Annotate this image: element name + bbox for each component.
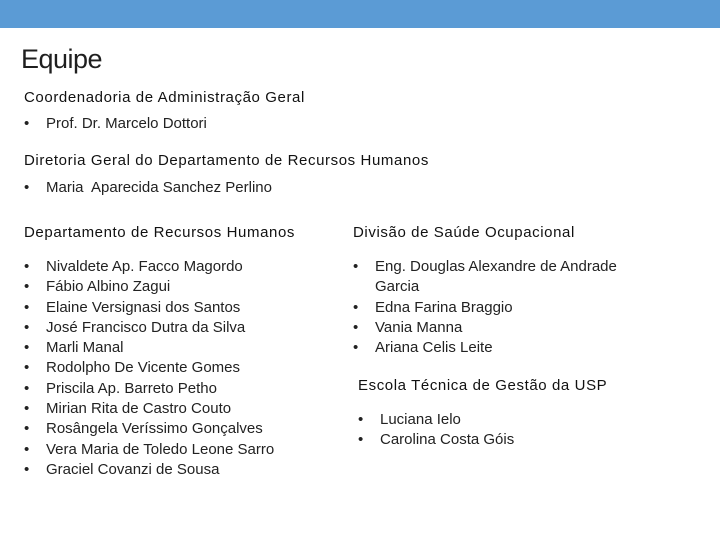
bullet-icon: •: [24, 298, 30, 316]
heading-escola-tecnica: Escola Técnica de Gestão da USP: [358, 377, 608, 394]
list-item: • Prof. Dr. Marcelo Dottori: [24, 114, 207, 134]
page-title: Equipe: [21, 44, 103, 74]
list-item: • Mirian Rita de Castro Couto: [24, 399, 274, 419]
bullet-icon: •: [358, 431, 364, 449]
list-diretoria: [24, 178, 272, 198]
bullet-icon: •: [24, 440, 30, 458]
bullet-icon: •: [353, 339, 359, 357]
bullet-icon: •: [24, 400, 30, 418]
list-item: • Maria Aparecida Sanchez Perlino: [24, 178, 272, 198]
list-item: • Vania Manna: [353, 318, 663, 338]
bullet-icon: •: [353, 258, 359, 275]
bullet-icon: •: [24, 258, 30, 275]
list-item: • Vera Maria de Toledo Leone Sarro: [24, 440, 274, 460]
bullet-icon: •: [24, 115, 30, 132]
bullet-icon: •: [24, 179, 30, 196]
bullet-icon: •: [24, 420, 30, 438]
heading-coordenadoria: Coordenadoria de Administração Geral: [24, 89, 305, 106]
bullet-icon: •: [24, 359, 30, 377]
heading-departamento-rh: Departamento de Recursos Humanos: [24, 224, 295, 241]
bullet-icon: •: [358, 411, 364, 428]
list-item: • Rosângela Veríssimo Gonçalves: [24, 419, 274, 439]
heading-saude-ocupacional: Divisão de Saúde Ocupacional: [353, 224, 575, 241]
list-escola-tecnica: [358, 410, 514, 451]
list-item: • Eng. Douglas Alexandre de Andrade Garcia: [353, 258, 617, 296]
list-item: • Rodolpho De Vicente Gomes: [24, 358, 274, 378]
list-item: • Priscila Ap. Barreto Petho: [24, 379, 274, 399]
bullet-icon: •: [24, 379, 30, 397]
list-item: • Ariana Celis Leite: [353, 338, 663, 358]
bullet-icon: •: [24, 339, 30, 357]
list-departamento-rh: [24, 257, 274, 480]
bullet-icon: •: [353, 298, 359, 316]
bullet-icon: •: [24, 460, 30, 478]
list-item: • Marli Manal: [24, 338, 274, 358]
list-item: • Luciana Ielo: [358, 410, 514, 430]
top-accent-bar: [0, 0, 720, 28]
list-item: • Graciel Covanzi de Sousa: [24, 460, 274, 480]
list-item: • Nivaldete Ap. Facco Magordo: [24, 257, 274, 277]
list-item: • Carolina Costa Góis: [358, 430, 514, 450]
list-item: • Edna Farina Braggio: [353, 298, 663, 318]
list-saude-ocupacional: [353, 257, 663, 358]
list-item: • Elaine Versignasi dos Santos: [24, 298, 274, 318]
list-item: • Fábio Albino Zagui: [24, 277, 274, 297]
list-coordenadoria: [24, 114, 207, 134]
bullet-icon: •: [24, 318, 30, 336]
list-item: • José Francisco Dutra da Silva: [24, 318, 274, 338]
bullet-icon: •: [24, 278, 30, 296]
bullet-icon: •: [353, 318, 359, 336]
heading-diretoria: Diretoria Geral do Departamento de Recursos Humanos: [24, 152, 429, 169]
